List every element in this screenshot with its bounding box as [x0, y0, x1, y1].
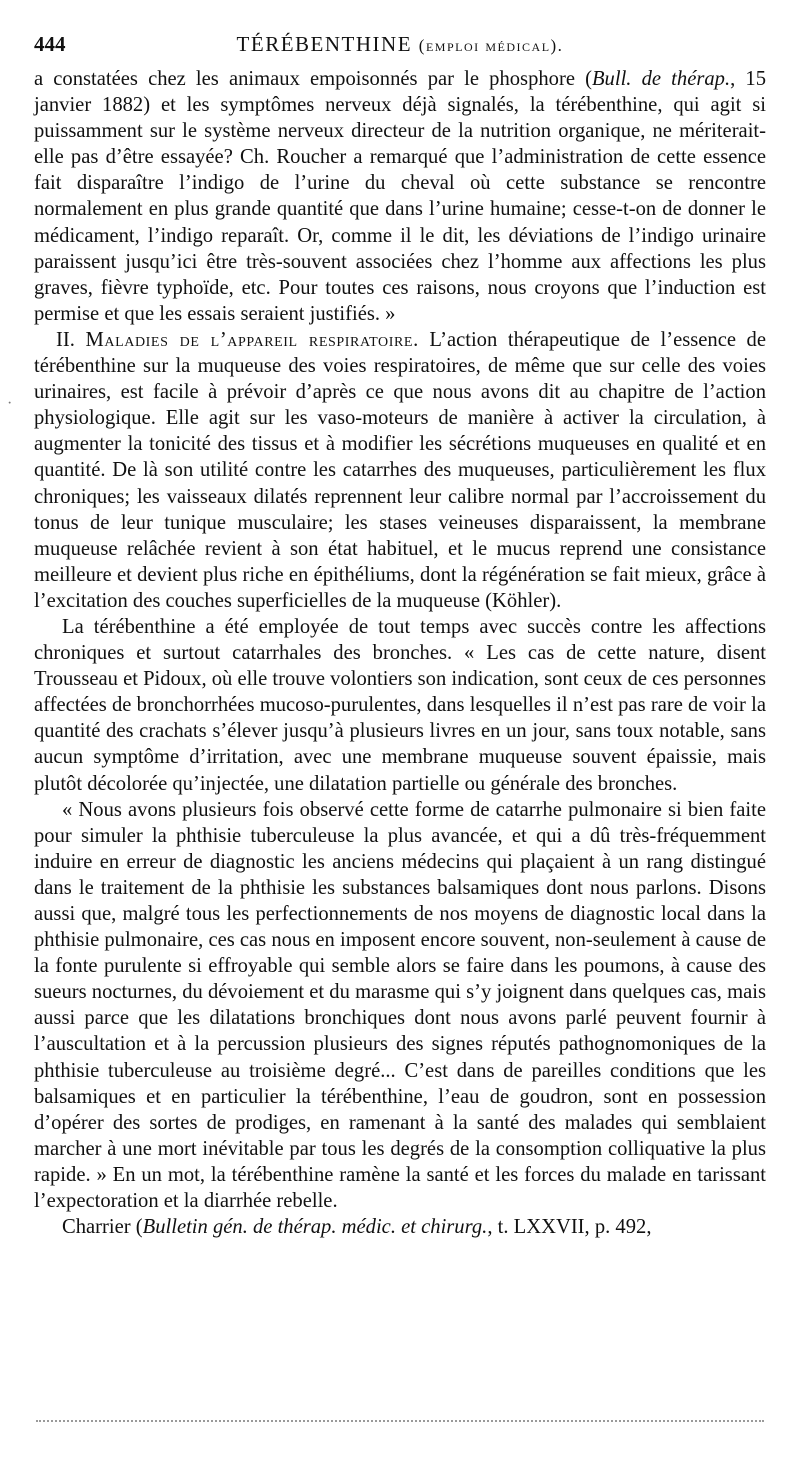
page-number: 444 [34, 32, 66, 56]
reference-volume: , t. LXXVII, p. 492, [487, 1216, 652, 1239]
reference-citation: Bulletin gén. de thérap. médic. et chirurg. [142, 1216, 488, 1239]
section-text: L’action thérapeutique de l’essence de térébenthine sur la muqueuse des voies respiratoires, de même que sur celle des voies urinaires, est facile à prévoir d’après ce que nous avons dit au chapitre de l’action physiologique. Elle agit sur les vaso-moteurs de manière à activer la circulation, à augmenter la tonicité des tissus et à modifier les sécrétions muqueuses en qualité et en quantité. De là son utilité contre les catarrhes des muqueuses, particulièrement les flux chroniques; les vaisseaux dilatés reprennent leur calibre normal par l’accroissement du tonus de leur tunique musculaire; les stases veineuses disparaissent, la membrane muqueuse relâchée revient à son état habituel, et le mucus reprend une consistance meilleure et devient plus riche en épithéliums, dont la régénération se fait mieux, grâce à l’excitation des couches superficielles de la muqueuse (Köhler). [34, 328, 766, 612]
p1-text-a: a constatées chez les animaux empoisonnés par le phosphore ( [34, 68, 592, 90]
p1-text-b: , 15 janvier 1882) et les symptômes nerveux déjà signalés, la térébenthine, qui agit si puissamment sur le système nerveux directeur de la nutrition organique, ne mériterait-elle pas d’être essayée? Ch. Roucher a remarqué que l’administration de cette essence fait disparaître l’indigo de l’urine du cheval où cette substance se rencontre normalement en plus grande quantité que dans l’urine humaine; cesse-t-on de donner le médicament, l’indigo reparaît. Or, comme il le dit, les déviations de l’indigo urinaire paraissent jusqu’ici être très-souvent associées chez l’homme aux affections les plus graves, fièvre typhoïde, etc. Pour toutes ces raisons, nous croyons que l’induction est permise et que les essais seraient justifiés. » [34, 68, 766, 325]
section-heading: Maladies de l’appareil respiratoire. [85, 328, 419, 351]
paragraph-reference [34, 1214, 766, 1240]
reference-author: Charrier ( [62, 1216, 143, 1239]
paragraph-quote: « Nous avons plusieurs fois observé cette forme de catarrhe pulmonaire si bien faite pour simuler la phthisie tuberculeuse la plus avancée, et qui a dû très-fréquemment induire en erreur de diagnostic les anciens médecins qui plaçaient à un rang distingué dans le traitement de la phthisie les substances balsamiques dont nous parlons. Disons aussi que, malgré tous les perfectionnements de nos moyens de diagnostic local dans la phthisie pulmonaire, ces cas nous en imposent encore souvent, non-seulement à cause de la fonte purulente si effroyable qui semble alors se faire dans les poumons, à cause des sueurs nocturnes, du dévoiement et du marasme qui s’y joignent dans quelques cas, mais aussi parce que les dilatations bronchiques dont nous avons parlé peuvent fournir à l’auscultation et à la percussion plusieurs des signes réputés pathognomoniques de la phthisie tuberculeuse au troisième degré... C’est dans de pareilles conditions que les balsamiques et en particulier la térébenthine, l’eau de goudron, sont en possession d’opérer des sortes de prodiges, en ramenant à la santé des malades qui semblaient marcher à une mort inévitable par tous les degrés de la consomption colliquative la plus rapide. » En un mot, la térébenthine ramène la santé et les forces du malade en tarissant l’expectoration et la diarrhée rebelle. [34, 798, 767, 1213]
margin-mark: · [7, 395, 13, 412]
running-title [34, 28, 766, 62]
running-header [34, 28, 766, 60]
p1-citation: Bull. de thérap. [591, 68, 731, 90]
section-paragraph [34, 327, 766, 614]
section-number: II. [56, 328, 75, 351]
paragraph-continuation [34, 66, 766, 327]
running-title-sub: (emploi médical). [418, 36, 564, 55]
body-text [34, 66, 766, 1240]
running-title-main: TÉRÉBENTHINE [236, 32, 413, 56]
paragraph: La térébenthine a été employée de tout temps avec succès contre les affections chroniques et surtout catarrhales des bronches. « Les cas de cette nature, disent Trousseau et Pidoux, où elle trouve volontiers son indication, sont ceux de ces personnes affectées de bronchorrhées mucoso-purulentes, dans lesquelles il n’est pas rare de voir la quantité des crachats s’élever jusqu’à plusieurs livres en un jour, sans toux notable, sans aucun symptôme d’irritation, avec une membrane muqueuse souvent épaissie, mais plutôt décolorée qu’injectée, une dilatation partielle ou générale des bronches. [34, 615, 766, 795]
footer-dotted-rule [36, 1420, 764, 1422]
